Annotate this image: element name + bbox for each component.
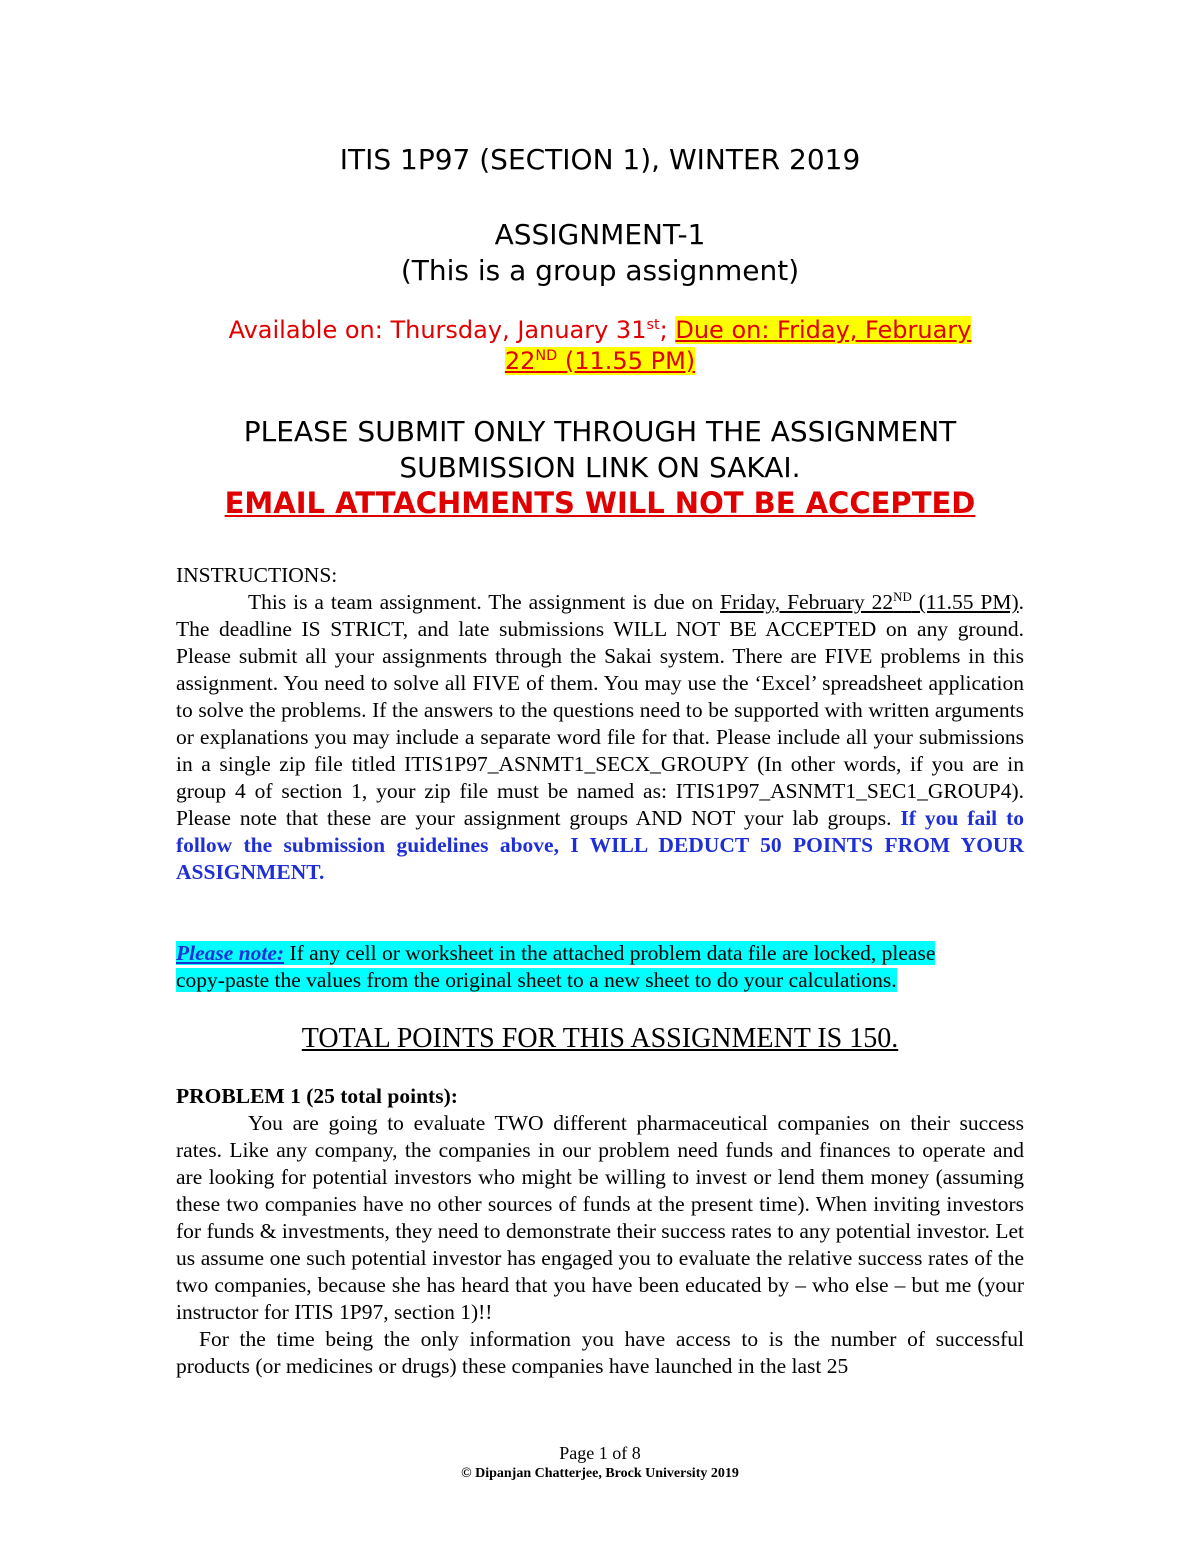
available-date-sup: st <box>646 317 660 333</box>
total-points: TOTAL POINTS FOR THIS ASSIGNMENT IS 150. <box>301 1023 899 1054</box>
course-title: ITIS 1P97 (SECTION 1), WINTER 2019 <box>339 143 861 176</box>
email-warning: EMAIL ATTACHMENTS WILL NOT BE ACCEPTED <box>224 486 976 520</box>
instructions-due-date: Friday, February 22ND (11.55 PM) <box>720 589 1019 614</box>
due-date: Due on: Friday, February <box>675 316 972 344</box>
dates-line <box>0 316 1200 344</box>
submit-line-2: SUBMISSION LINK ON SAKAI. <box>399 451 801 484</box>
problem-1-section <box>176 1083 1024 1380</box>
note-line-1: Please note: If any cell or worksheet in the attached problem data file are locked, please <box>176 941 936 965</box>
copyright: © Dipanjan Chatterjee, Brock University 2019 <box>461 1466 739 1481</box>
problem-1-paragraph-1: You are going to evaluate TWO different pharmaceutical companies on their success rates. Like any company, the companies in our problem need funds and finances to operate and are looking for potential investors who might be willing to invest or lend them money (assuming these two companies have no other sources of funds at the present time). When inviting investors for funds & investments, they need to demonstrate their success rates to any potential investor. Let us assume one such potential investor has engaged you to evaluate the relative success rates of the two companies, because she has heard that you have been educated by – who else – but me (your instructor for ITIS 1P97, section 1)!! <box>176 1111 1024 1324</box>
instructions-heading: INSTRUCTIONS: <box>176 563 338 587</box>
due-time: (11.55 PM) <box>557 347 696 375</box>
assignment-subtitle: (This is a group assignment) <box>400 254 800 287</box>
problem-1-paragraph-2: For the time being the only information you have access to is the number of successful products (or medicines or drugs) these companies have launched in the last 25 <box>176 1327 1024 1378</box>
submit-line-1: PLEASE SUBMIT ONLY THROUGH THE ASSIGNMENT <box>243 415 957 448</box>
instructions-section <box>176 562 1024 886</box>
available-sep: ; <box>659 316 668 344</box>
page-number: Page 1 of 8 <box>559 1443 641 1463</box>
due-day-sup: ND <box>535 348 558 364</box>
due-day: 22 <box>504 347 536 375</box>
due-line-2 <box>0 347 1200 375</box>
available-date: Available on: Thursday, January 31 <box>228 316 647 344</box>
instructions-paragraph: This is a team assignment. The assignment is due on Friday, February 22ND (11.55 PM). The deadline IS STRICT, and late submissions WILL NOT BE ACCEPTED on any ground. Please submit all your assignments through the Sakai system. There are FIVE problems in this assignment. You need to solve all FIVE of them. You may use the ‘Excel’ spreadsheet application to solve the problems. If the answers to the questions need to be supported with written arguments or explanations you may include a separate word file for that. Please include all your submissions in a single zip file titled ITIS1P97_ASNMT1_SECX_GROUPY (In other words, if you are in group 4 of section 1, your zip file must be named as: ITIS1P97_ASNMT1_SEC1_GROUP4). Please note that these are your assignment groups AND NOT your lab groups. If you fail to follow the submission guidelines above, I WILL DEDUCT 50 POINTS FROM YOUR ASSIGNMENT. <box>176 589 1025 884</box>
note-label: Please note: <box>176 941 285 965</box>
problem-1-heading: PROBLEM 1 (25 total points): <box>176 1084 458 1108</box>
note-line-2: copy-paste the values from the original sheet to a new sheet to do your calculations. <box>176 968 897 992</box>
instructions-warning: If you fail to follow the submission guidelines above, I WILL DEDUCT 50 POINTS FROM YOUR ASSIGNMENT. <box>176 806 1025 884</box>
assignment-title: ASSIGNMENT-1 <box>494 218 706 251</box>
note-section <box>176 940 1024 994</box>
